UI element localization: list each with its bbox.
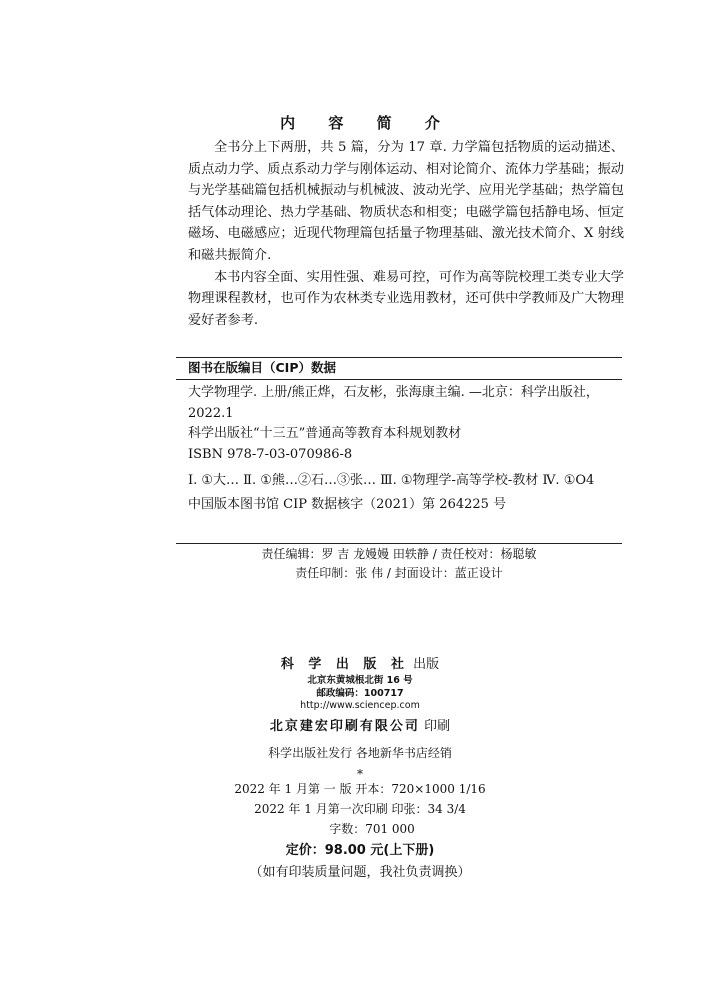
publisher-block bbox=[0, 655, 720, 781]
distribution-line: 科学出版社发行 各地新华书店经销 bbox=[268, 745, 452, 760]
publisher-suffix: 出版 bbox=[413, 657, 440, 672]
cip-bottom-rule bbox=[176, 543, 622, 544]
cip-classification: Ⅰ. ①大… Ⅱ. ①熊…②石…③张… Ⅲ. ①物理学-高等学校-教材 Ⅳ. ①O4 bbox=[188, 473, 595, 488]
publisher-name: 科 学 出 版 社 bbox=[280, 657, 409, 672]
edition-info bbox=[0, 779, 720, 883]
printer-line bbox=[0, 717, 720, 737]
page-title: 内 容 简 介 bbox=[280, 114, 454, 132]
separator-star: * bbox=[357, 766, 363, 781]
content-summary bbox=[188, 137, 624, 331]
summary-paragraph-2: 本书内容全面、实用性强、难易可控，可作为高等院校理工类专业大学物理课程教材，也可作为农林类专业选用教材，还可供中学教师及广大物理爱好者参考. bbox=[188, 269, 624, 328]
cip-heading: 图书在版编目（CIP）数据 bbox=[188, 360, 336, 375]
summary-paragraph-1: 全书分上下两册，共 5 篇，分为 17 章. 力学篇包括物质的运动描述、质点动力学、质点系动力学与刚体运动、相对论简介、流体力学基础；振动与光学基础篇包括机械振动与机械波、波动光学、应用光学基础；热学篇包括气体动理论、热力学基础、物质状态和相变；电磁学篇包括静电场、恒定磁场、电磁感应；近现代物理篇包括量子物理基础、激光技术简介、X 射线和磁共振简介. bbox=[188, 140, 624, 263]
edition-line-2: 2022 年 1 月第一次印刷 印张：34 3/4 bbox=[254, 802, 466, 816]
publisher-address: 北京东黄城根北街 16 号 bbox=[307, 675, 413, 686]
price: 定价：98.00 元(上下册) bbox=[285, 843, 435, 858]
editors-line-1: 责任编辑：罗 吉 龙嫚嫚 田轶静 / 责任校对：杨聪敏 bbox=[261, 547, 537, 561]
publisher-postcode: 邮政编码：100717 bbox=[316, 687, 404, 699]
cip-heading-rule bbox=[176, 379, 622, 380]
publisher-website: http://www.sciencep.com bbox=[300, 700, 420, 711]
editors-line-2: 责任印制：张 伟 / 封面设计：蓝正设计 bbox=[295, 566, 503, 580]
cip-record-number: 中国版本图书馆 CIP 数据核字（2021）第 264225 号 bbox=[188, 496, 507, 512]
printer-suffix: 印刷 bbox=[424, 718, 451, 734]
cip-series: 科学出版社“十三五”普通高等教育本科规划教材 bbox=[188, 426, 462, 441]
word-count: 字数：701 000 bbox=[329, 822, 415, 836]
editors-block bbox=[176, 545, 622, 583]
quality-notice: （如有印装质量问题，我社负责调换） bbox=[249, 865, 471, 880]
edition-line-1: 2022 年 1 月第 一 版 开本：720×1000 1/16 bbox=[234, 782, 486, 796]
printer-name: 北京建宏印刷有限公司 bbox=[269, 718, 420, 734]
cip-block bbox=[176, 358, 622, 515]
publisher-line bbox=[0, 655, 720, 675]
cip-book-line: 大学物理学. 上册/熊正烨，石友彬，张海康主编. —北京：科学出版社，2022.1 bbox=[188, 385, 599, 421]
cip-isbn: ISBN 978-7-03-070986-8 bbox=[188, 446, 353, 462]
